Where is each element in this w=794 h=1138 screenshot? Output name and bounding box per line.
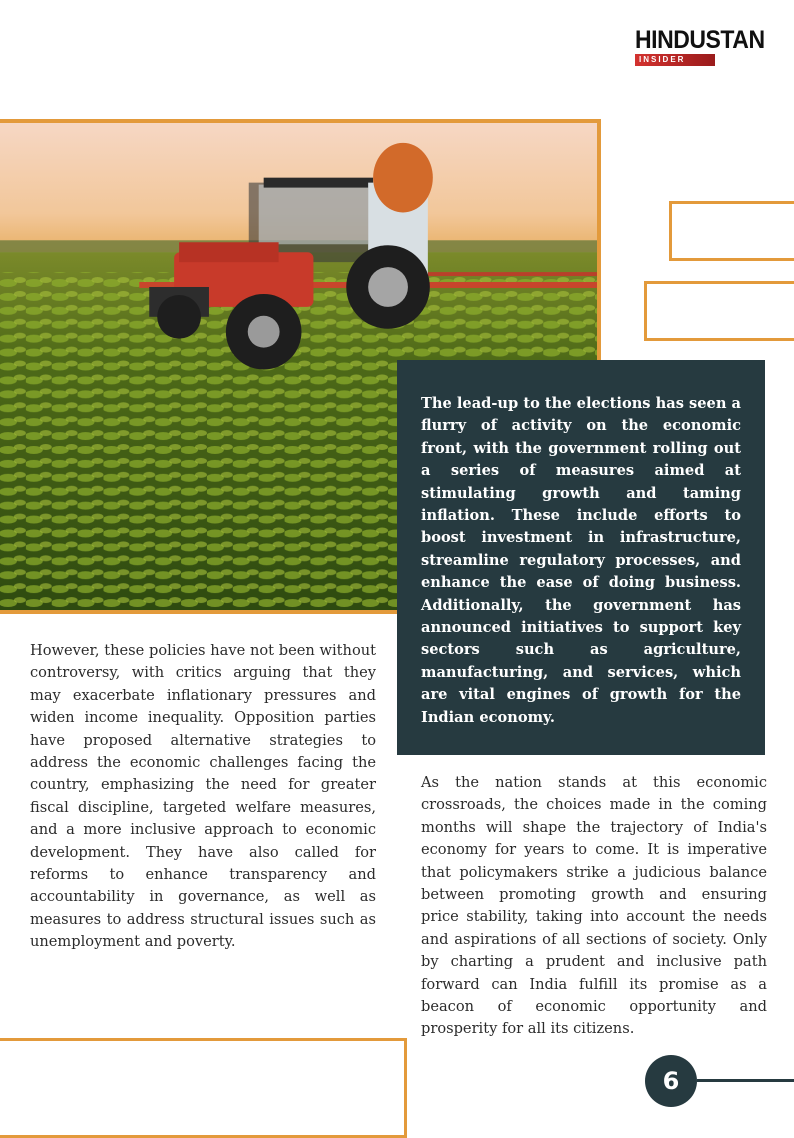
highlight-text: The lead-up to the elections has seen a flurry of activity on the economic front, with the government rolling out a series of measures aimed at stimulating growth and taming inflation. These include efforts to boost investment in infrastructure, streamline regulatory processes, and enhance the ease of doing business. Additionally, the government has announced initiatives to support key sectors such as agriculture, manufacturing, and services, which are vital engines of growth for the Indian economy.	[421, 395, 741, 726]
page-rule	[697, 1079, 794, 1082]
decorative-frame	[0, 1038, 407, 1138]
body-text-left: However, these policies have not been without controversy, with critics arguing that they may exacerbate inflationary pressures and widen income inequality. Opposition parties have proposed alternative strategies to address the economic challenges facing the country, emphasizing the need for greater fiscal discipline, targeted welfare measures, and a more inclusive approach to economic development. They have also called for reforms to enhance transparency and accountability in governance, as well as measures to address structural issues such as unemployment and poverty.	[30, 642, 376, 951]
decorative-frame	[669, 201, 794, 261]
logo-tagline: INSIDER	[635, 54, 715, 66]
logo-name: HINDUSTAN	[635, 26, 765, 54]
decorative-frame	[644, 281, 794, 341]
body-text-right: As the nation stands at this economic crossroads, the choices made in the coming months will shape the trajectory of India's economy for years to come. It is imperative that policymakers strike a judicious balance between promoting growth and ensuring price stability, taking into account the needs and aspirations of all sections of society. Only by charting a prudent and inclusive path forward can India fulfill its promise as a beacon of economic opportunity and prosperity for all its citizens.	[421, 774, 767, 1038]
highlight-box	[397, 360, 765, 755]
brand-logo	[635, 27, 765, 66]
page-number: 6	[645, 1055, 697, 1107]
